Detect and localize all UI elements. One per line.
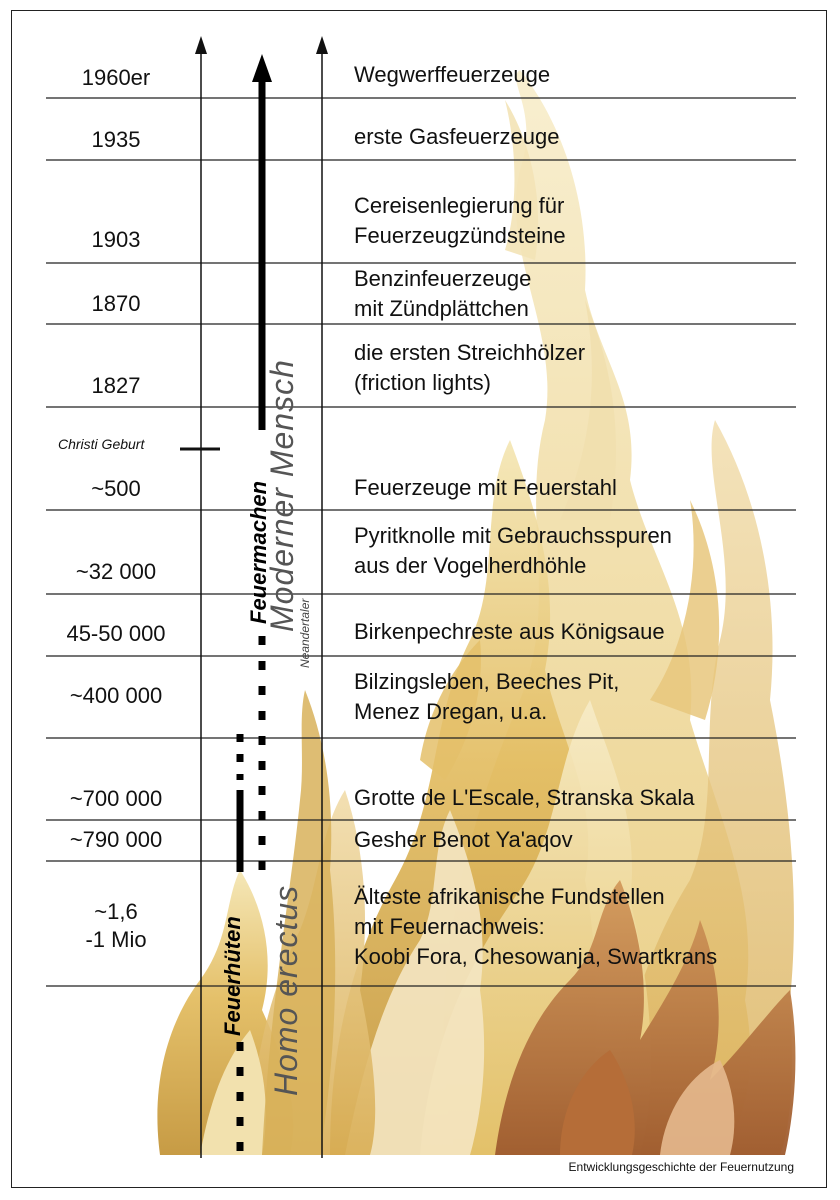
date-label: ~700 000 <box>69 786 163 811</box>
date-label: ~400 000 <box>69 683 163 708</box>
event-text: Benzinfeuerzeuge mit Zündplättchen <box>354 266 532 321</box>
event-text: erste Gasfeuerzeuge <box>354 124 560 149</box>
event-text: Birkenpechreste aus Königsaue <box>354 619 665 644</box>
date-label: ~32 000 <box>75 559 157 584</box>
event-text: Feuerzeuge mit Feuerstahl <box>354 475 617 500</box>
date-label: ~790 000 <box>69 827 163 852</box>
moderner-mensch-label: Moderner Mensch <box>264 359 300 632</box>
feuermachen-label: Feuermachen <box>246 480 271 624</box>
homo-erectus-label: Homo erectus <box>268 884 304 1096</box>
caption: Entwicklungsgeschichte der Feuernutzung <box>568 1160 794 1174</box>
event-text: Cereisenlegierung für Feuerzeugzündsteine <box>354 193 566 248</box>
date-label: 1960er <box>81 65 151 90</box>
date-label: 45-50 000 <box>66 621 166 646</box>
date-label: 1935 <box>91 127 141 152</box>
event-text: Wegwerffeuerzeuge <box>354 62 551 87</box>
christi-geburt-label: Christi Geburt <box>58 436 145 452</box>
date-label: ~1,6 -1 Mio <box>85 899 147 952</box>
right-axis-arrow-icon <box>316 36 328 54</box>
date-label: 1903 <box>91 227 141 252</box>
left-axis-arrow-icon <box>195 36 207 54</box>
event-text: Älteste afrikanische Fundstellen mit Feuernachweis: Koobi Fora, Chesowanja, Swartkrans <box>354 884 718 969</box>
event-text: Pyritknolle mit Gebrauchsspuren aus der Vogelherdhöhle <box>354 523 672 578</box>
event-text: Gesher Benot Ya'aqov <box>354 827 573 852</box>
event-text: die ersten Streichhölzer (friction lights) <box>354 340 586 395</box>
feuerhueten-label: Feuerhüten <box>220 916 245 1036</box>
neandertaler-label: Neandertaler <box>298 598 312 668</box>
date-label: ~500 <box>91 476 141 501</box>
date-label: 1827 <box>91 373 141 398</box>
event-text: Grotte de L'Escale, Stranska Skala <box>354 785 695 810</box>
event-text: Bilzingsleben, Beeches Pit, Menez Dregan, u.a. <box>354 669 620 724</box>
feuermachen-arrow-icon <box>252 54 272 82</box>
date-label: 1870 <box>91 291 141 316</box>
